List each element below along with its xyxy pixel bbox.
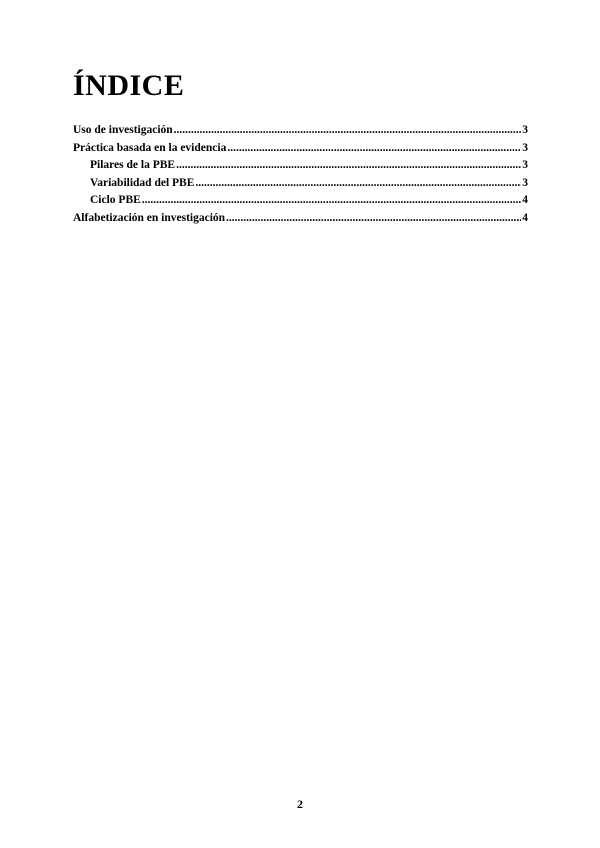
page-number: 2 — [297, 797, 303, 811]
dot-leader — [174, 124, 522, 136]
table-of-contents — [73, 124, 528, 230]
toc-entry-label: Variabilidad del PBE — [90, 176, 195, 189]
toc-entry-label: Pilares de la PBE — [90, 159, 176, 172]
toc-entry-ciclo-pbe[interactable] — [73, 194, 528, 212]
toc-title: ÍNDICE — [73, 69, 185, 102]
toc-entry-label: Alfabetización en investigación — [73, 211, 226, 224]
toc-entry-label: Ciclo PBE — [90, 194, 141, 207]
toc-entry-pilares-de-la-pbe[interactable] — [73, 159, 528, 177]
toc-entry-page: 4 — [522, 211, 528, 224]
toc-entry-practica-basada-en-la-evidencia[interactable] — [73, 142, 528, 160]
toc-entry-uso-de-investigacion[interactable] — [73, 124, 528, 142]
toc-entry-page: 3 — [522, 141, 528, 154]
dot-leader — [176, 159, 521, 171]
dot-leader — [226, 212, 521, 224]
toc-entry-label: Práctica basada en la evidencia — [73, 141, 227, 154]
toc-entry-page: 3 — [522, 124, 528, 136]
toc-entry-label: Uso de investigación — [73, 124, 173, 136]
toc-entry-page: 3 — [522, 176, 528, 189]
dot-leader — [142, 194, 521, 206]
dot-leader — [195, 177, 521, 189]
toc-entry-page: 3 — [522, 159, 528, 172]
dot-leader — [227, 142, 521, 154]
toc-entry-alfabetizacion-en-investigacion[interactable] — [73, 212, 528, 230]
toc-entry-variabilidad-del-pbe[interactable] — [73, 177, 528, 195]
toc-entry-page: 4 — [522, 194, 528, 207]
